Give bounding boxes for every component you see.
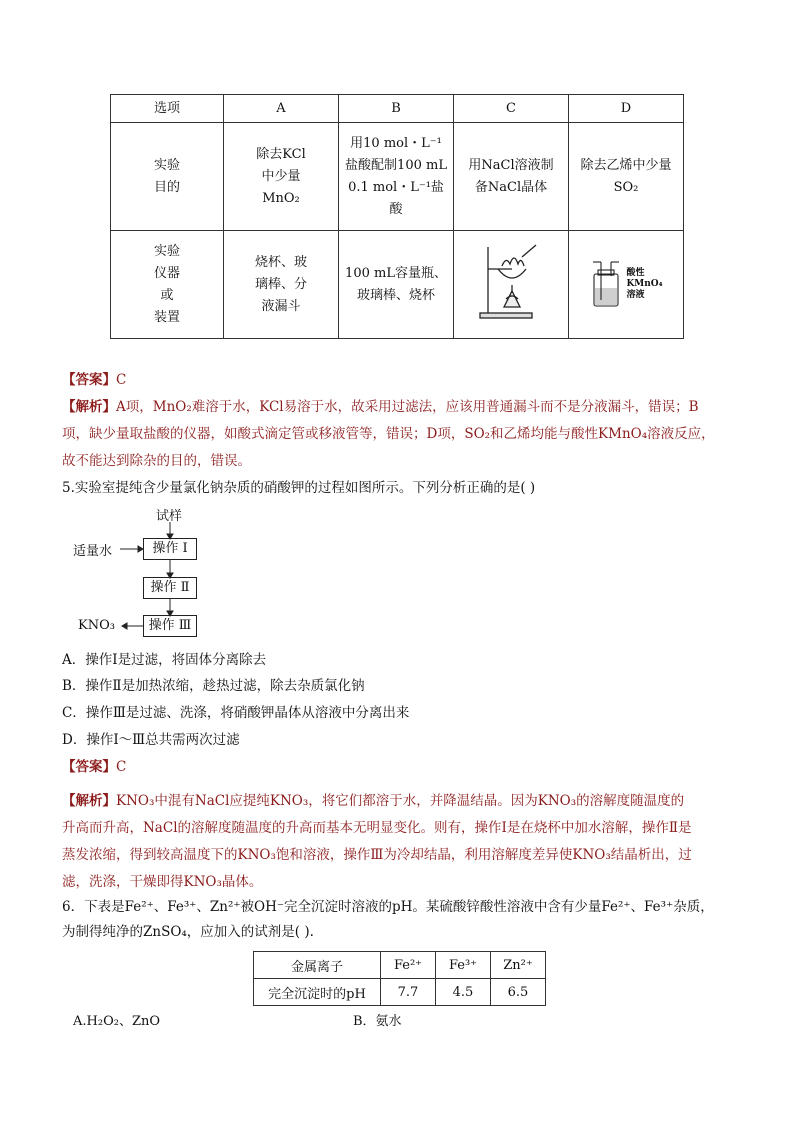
q6-stem-1: 6．下表是Fe²⁺、Fe³⁺、Zn²⁺被OH⁻完全沉淀时溶液的pH。某硫酸锌酸性溶液中含有少量Fe²⁺、Fe³⁺杂质， <box>62 899 714 915</box>
experiment-table <box>110 94 684 339</box>
table-header-d: D <box>569 95 684 123</box>
q5-stem: 5.实验室提纯含少量氯化钠杂质的硝酸钾的过程如图所示。下列分析正确的是( ) <box>62 480 536 496</box>
q5-analysis-3: 蒸发浓缩，得到较高温度下的KNO₃饱和溶液，操作Ⅲ为冷却结晶，利用溶解度差异使KNO₃结晶析出，过 <box>62 847 692 863</box>
flow-op2: 操作 Ⅱ <box>143 577 197 599</box>
table-header-option: 选项 <box>111 95 224 123</box>
ph-fe2: 7.7 <box>381 979 436 1006</box>
apparatus-b: 100 mL容量瓶、 玻璃棒、烧杯 <box>339 231 454 339</box>
ph-header-zn2: Zn²⁺ <box>491 952 546 979</box>
purpose-c: 用NaCl溶液制 备NaCl晶体 <box>454 123 569 231</box>
kmno4-label-3: 溶液 <box>626 290 645 300</box>
apparatus-c <box>454 231 569 339</box>
q6-stem-2: 为制得纯净的ZnSO₄，应加入的试剂是( ). <box>62 924 314 940</box>
ph-header-fe3: Fe³⁺ <box>436 952 491 979</box>
table-header-a: A <box>224 95 339 123</box>
ph-fe3: 4.5 <box>436 979 491 1006</box>
ph-header-ion: 金属离子 <box>254 952 381 979</box>
q5-option-a: A．操作Ⅰ是过滤，将固体分离除去 <box>62 652 267 668</box>
flow-op3: 操作 Ⅲ <box>143 615 197 637</box>
flow-water: 适量水 <box>73 544 113 559</box>
apparatus-label: 实验 仪器 或 装置 <box>111 231 224 339</box>
ph-header-fe2: Fe²⁺ <box>381 952 436 979</box>
q5-analysis-4: 滤，洗涤，干燥即得KNO₃晶体。 <box>62 874 263 890</box>
kmno4-label-1: 酸性 <box>626 268 645 278</box>
flow-op1: 操作 Ⅰ <box>143 538 197 560</box>
q5-answer: 【答案】C <box>62 759 127 775</box>
gas-washing-bottle-image <box>589 260 623 310</box>
q5-option-b: B．操作Ⅱ是加热浓缩，趁热过滤，除去杂质氯化钠 <box>62 678 365 694</box>
q6-option-b: B．氨水 <box>353 1014 402 1029</box>
flow-product: KNO₃ <box>78 618 115 633</box>
apparatus-a: 烧杯、玻 璃棒、分 液漏斗 <box>224 231 339 339</box>
evaporation-apparatus-image <box>476 239 546 323</box>
q5-option-c: C．操作Ⅲ是过滤、洗涤，将硝酸钾晶体从溶液中分离出来 <box>62 705 410 721</box>
apparatus-d <box>569 231 684 339</box>
q4-analysis-1: 【解析】A项，MnO₂难溶于水，KCl易溶于水，故采用过滤法，应该用普通漏斗而不是分液漏斗，错误；B <box>62 399 699 415</box>
q4-answer: 【答案】C <box>62 372 127 388</box>
ph-table <box>253 951 546 1006</box>
q5-analysis-1: 【解析】KNO₃中混有NaCl应提纯KNO₃，将它们都溶于水，并降温结晶。因为KNO₃的溶解度随温度的 <box>62 793 685 809</box>
flow-sample: 试样 <box>156 509 183 524</box>
ph-zn2: 6.5 <box>491 979 546 1006</box>
q4-analysis-2: 项，缺少量取盐酸的仪器，如酸式滴定管或移液管等，错误；D项，SO₂和乙烯均能与酸性KMnO₄溶液反应， <box>62 426 715 442</box>
q6-option-a: A.H₂O₂、ZnO <box>73 1014 161 1029</box>
q4-analysis-3: 故不能达到除杂的目的，错误。 <box>62 453 251 469</box>
q5-analysis-2: 升高而升高，NaCl的溶解度随温度的升高而基本无明显变化。则有，操作Ⅰ是在烧杯中加水溶解，操作Ⅱ是 <box>62 820 692 836</box>
purpose-a: 除去KCl 中少量 MnO₂ <box>224 123 339 231</box>
purpose-d: 除去乙烯中少量 SO₂ <box>569 123 684 231</box>
purpose-b: 用10 mol・L⁻¹ 盐酸配制100 mL 0.1 mol・L⁻¹盐 酸 <box>339 123 454 231</box>
q5-option-d: D．操作Ⅰ～Ⅲ总共需两次过滤 <box>62 732 240 748</box>
kmno4-label-2: KMnO₄ <box>626 279 663 289</box>
ph-row-label: 完全沉淀时的pH <box>254 979 381 1006</box>
purpose-label: 实验 目的 <box>111 123 224 231</box>
table-header-c: C <box>454 95 569 123</box>
table-header-b: B <box>339 95 454 123</box>
